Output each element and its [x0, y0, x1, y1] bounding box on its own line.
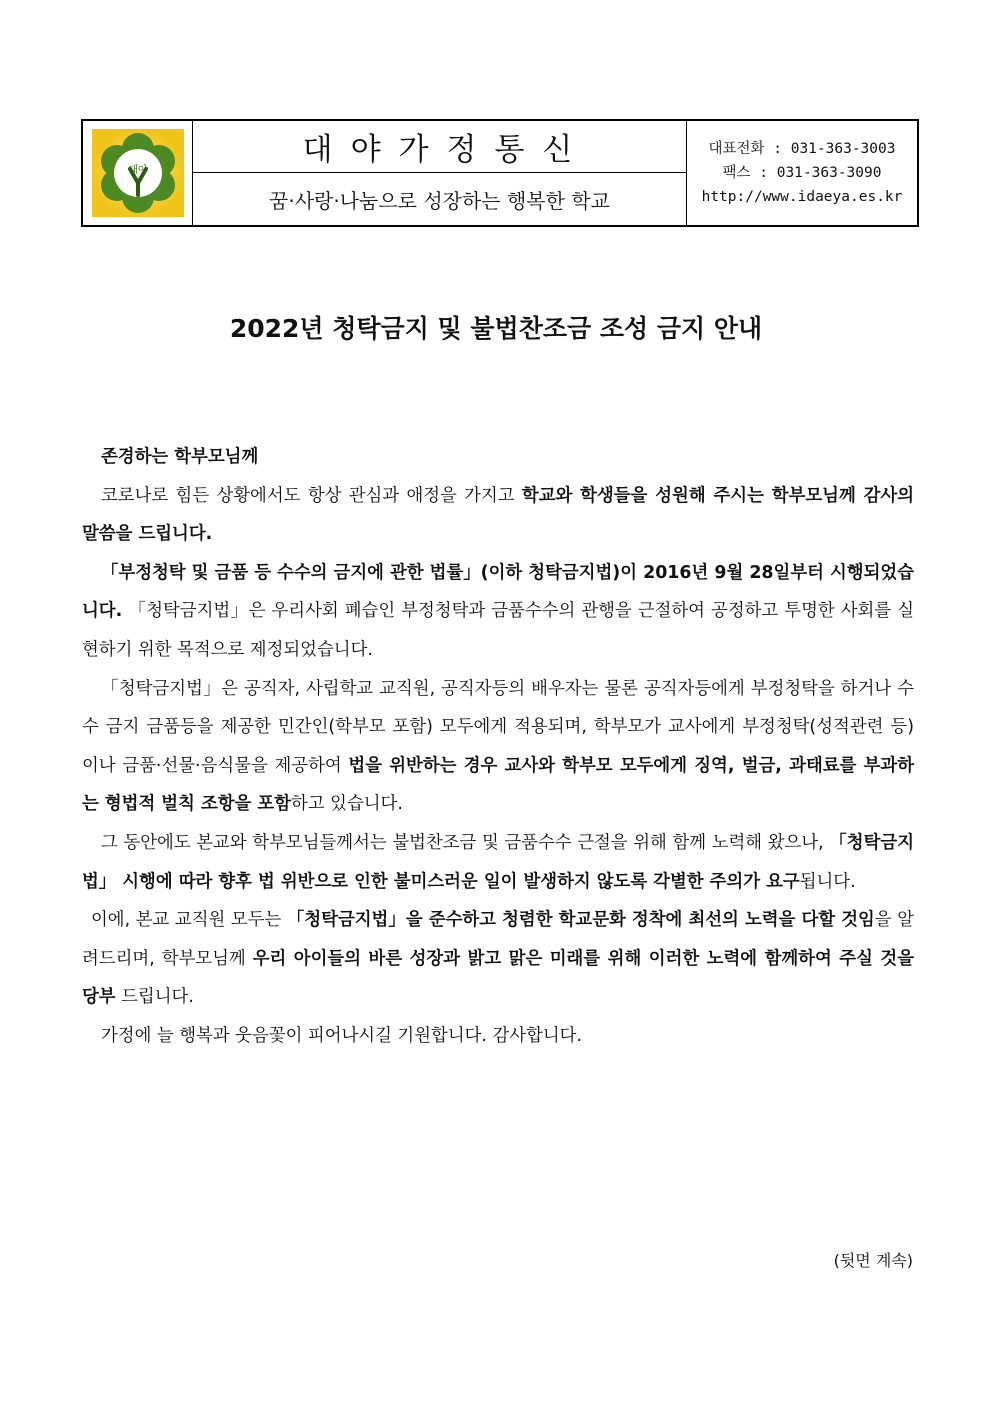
school-motto: 꿈·사랑·나눔으로 성장하는 행복한 학교: [269, 188, 610, 213]
closing-paragraph: 가정에 늘 행복과 웃음꽃이 피어나시길 기원합니다. 감사합니다.: [101, 1025, 583, 1046]
letter-body: [82, 438, 914, 1056]
greeting: 존경하는 학부모님께: [101, 447, 259, 467]
logo-text: 대야: [127, 165, 148, 176]
school-logo-cell: [83, 121, 193, 225]
paragraph-5: 이에, 본교 교직원 모두는 「청탁금지법」을 준수하고 청렴한 학교문화 정착에 최선의 노력을 다할 것임을 알려드리며, 학부모님께 우리 아이들의 바른 성장과 밝고 맑은 미래를 위해 이러한 노력에 함께하여 주실 것을 당부 드립니다.: [82, 910, 915, 1008]
continued-note: (뒷면 계속): [833, 1251, 913, 1270]
contact-info: [687, 121, 917, 225]
website-link[interactable]: http://www.idaeya.es.kr: [701, 189, 903, 205]
paragraph-3: 「청탁금지법」은 공직자, 사립학교 교직원, 공직자등의 배우자는 물론 공직자등에게 부정청탁을 하거나 수수 금지 금품등을 제공한 민간인(학부모 포함) 모두에게 적용되며, 학부모가 교사에게 부정청탁(성적관련 등)이나 금품·선물·음식물을 제공하여 법을 위반하는 경우 교사와 학부모 모두에게 징역, 벌금, 과태료를 부과하는 형법적 벌칙 조항을 포함하고 있습니다.: [82, 678, 914, 815]
newsletter-title: 대야가정통신: [193, 121, 686, 173]
paragraph-2: 「부정청탁 및 금품 등 수수의 금지에 관한 법률」(이하 청탁금지법)이 2016년 9월 28일부터 시행되었습니다. 「청탁금지법」은 우리사회 폐습인 부정청탁과 금품수수의 관행을 근절하여 공정하고 투명한 사회를 실현하기 위한 목적으로 제정되었습니다.: [82, 562, 914, 660]
school-logo: [90, 127, 186, 219]
document-title: 2022년 청탁금지 및 불법찬조금 조성 금지 안내: [229, 314, 763, 343]
paragraph-4: 그 동안에도 본교와 학부모님들께서는 불법찬조금 및 금품수수 근절을 위해 함께 노력해 왔으나, 「청탁금지법」 시행에 따라 향후 법 위반으로 인한 불미스러운 일이 발생하지 않도록 각별한 주의가 요구됩니다.: [82, 832, 914, 892]
phone-number: 대표전화 : 031-363-3003: [708, 141, 896, 157]
fax-number: 팩스 : 031-363-3090: [722, 165, 882, 181]
paragraph-1: 코로나로 힘든 상황에서도 항상 관심과 애정을 가지고 학교와 학생들을 성원해 주시는 학부모님께 감사의 말씀을 드립니다.: [82, 485, 914, 545]
newsletter-header: [81, 119, 919, 227]
